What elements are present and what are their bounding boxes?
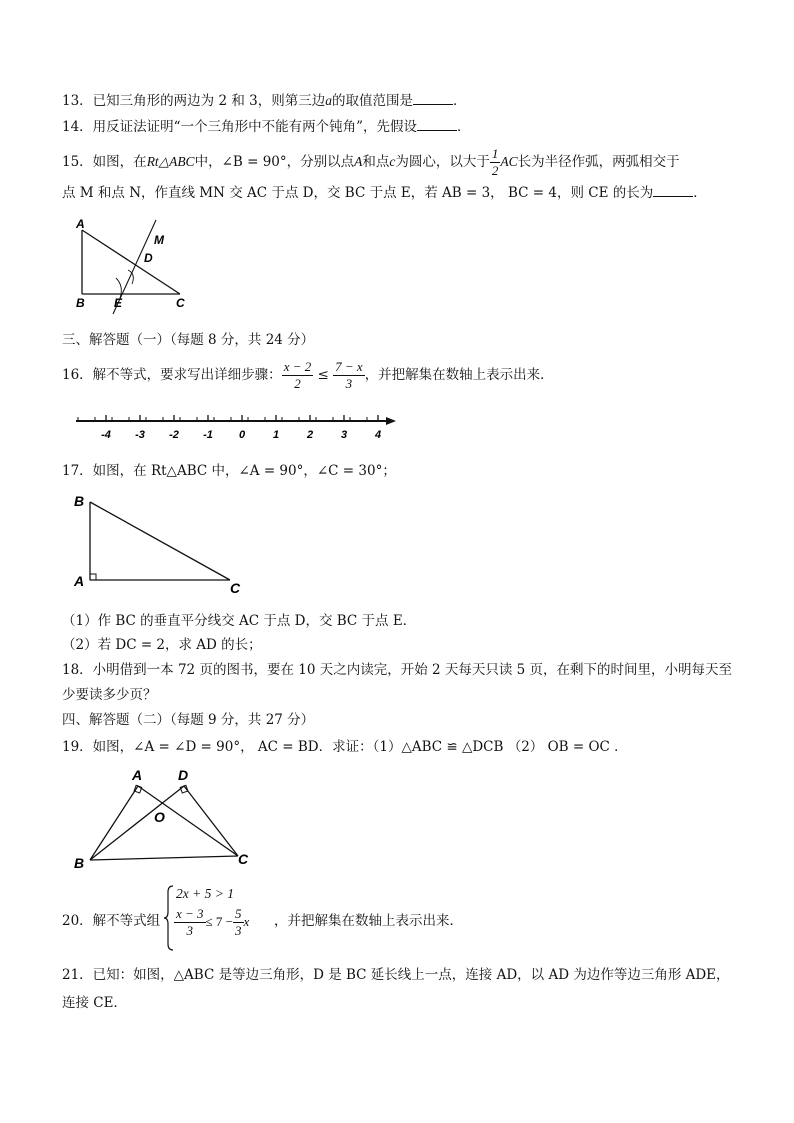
question-18-line1: 18．小明借到一本 72 页的图书，要在 10 天之内读完，开始 2 天每天只读 5 页，在剩下的时间里，小明每天至 [62, 662, 733, 678]
tick-label: 2 [306, 429, 314, 441]
tick-label: -4 [101, 429, 111, 441]
question-17-part1: （1）作 BC 的垂直平分线交 AC 于点 D，交 BC 于点 E． [62, 613, 417, 629]
question-17-part2: （2）若 DC = 2，求 AD 的长； [62, 637, 262, 653]
label-M: M [154, 233, 164, 247]
tick-label: -1 [203, 429, 213, 441]
question-16: 16．解不等式，要求写出详细步骤： $\frac{x - 2}{2}$ ≤ $\frac{7 - x}{3}$ ，并把解集在数轴上表示出来． [62, 359, 554, 391]
question-15-line1: 15．如图，在Rt△ABC中，∠B = 90°，分别以点A和点c为圆心，以大于 $\frac{1}{2}$ AC长为半径作弧，两弧相交于 [62, 146, 680, 178]
question-20-pre: 20．解不等式组 [62, 913, 161, 929]
question-15-line2: 点 M 和点 N，作直线 MN 交 AC 于点 D，交 BC 于点 E，若 AB = 3， BC = 4，则 CE 的长为 ． [62, 185, 707, 201]
q15-figure [70, 212, 200, 322]
label-A: A [76, 217, 85, 231]
section-4-heading: 四、解答题（二）（每题 9 分，共 27 分） [62, 712, 315, 728]
inequality-system [164, 884, 274, 952]
answer-blank[interactable] [653, 184, 693, 197]
left-brace-icon [164, 884, 174, 952]
tick-label: 3 [340, 429, 348, 441]
tick-label: -3 [135, 429, 145, 441]
question-20-post: ，并把解集在数轴上表示出来． [274, 913, 463, 929]
question-14: 14．用反证法证明“一个三角形中不能有两个钝角”，先假设 ． [62, 119, 471, 135]
tick-label: 1 [272, 429, 280, 441]
number-line [72, 410, 402, 444]
fraction-1: $\frac{x - 2}{2}$ [283, 359, 312, 391]
q17-figure [68, 490, 248, 600]
inequality-1: 2x + 5 > 1 [176, 886, 234, 901]
q19-figure [68, 764, 268, 874]
label-E: E [114, 296, 123, 310]
label-B: B [76, 296, 85, 310]
answer-blank[interactable] [417, 118, 457, 131]
section-3-heading: 三、解答题（一）（每题 8 分，共 24 分） [62, 332, 315, 348]
label-A: A [74, 573, 85, 589]
label-C: C [238, 851, 249, 867]
label-B: B [74, 493, 85, 509]
label-D: D [144, 251, 153, 265]
question-21-line1: 21．已知：如图，△ABC 是等边三角形，D 是 BC 延长线上一点，连接 AD，以 AD 为边作等边三角形 ADE， [62, 967, 730, 983]
label-D: D [178, 767, 189, 783]
label-A: A [132, 767, 143, 783]
question-21-line2: 连接 CE． [62, 995, 127, 1011]
answer-blank[interactable] [413, 92, 453, 105]
tick-label: -2 [169, 429, 179, 441]
question-18-line2: 少要读多少页？ [62, 687, 157, 703]
question-17: 17．如图，在 Rt△ABC 中，∠A = 90°，∠C = 30°； [62, 463, 396, 479]
tick-label: 0 [238, 429, 246, 441]
fraction-2: $\frac{7 - x}{3}$ [335, 359, 363, 391]
tick-label: 4 [374, 429, 382, 441]
fraction-half: $\frac{1}{2}$ [491, 146, 499, 178]
inequality-2: $\frac{x - 3}{3}$ ≤ 7 − $\frac{5}{3}$ x [176, 906, 250, 938]
label-B: B [74, 855, 85, 871]
label-O: O [154, 809, 165, 825]
question-13: 13．已知三角形的两边为 2 和 3，则第三边a的取值范围是 ． [62, 93, 467, 109]
label-C: C [176, 296, 185, 310]
question-19: 19．如图，∠A = ∠D = 90°， AC = BD．求证：（1）△ABC ≌ △DCB （2） OB = OC ． [62, 739, 628, 755]
label-C: C [230, 580, 241, 596]
